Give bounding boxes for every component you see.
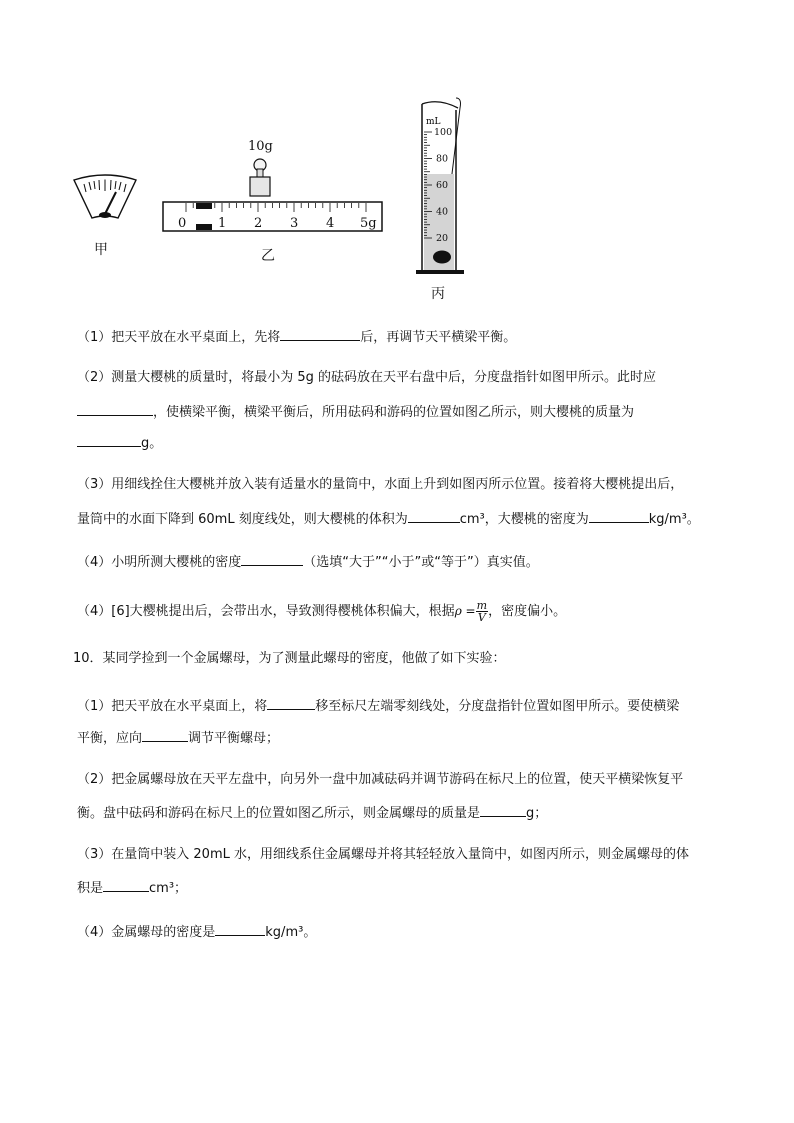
answer-blank[interactable] xyxy=(267,695,315,710)
ruler-tick-label: 5g xyxy=(360,216,377,231)
q9-part3-line1: （3）用细线拴住大樱桃并放入装有适量水的量筒中，水面上升到如图丙所示位置。接着将大樱桃提出后， xyxy=(77,477,684,492)
cylinder-tick-label: 60 xyxy=(436,180,449,191)
weight-icon xyxy=(248,158,272,198)
q10-part3-line2: 积是 cm³； xyxy=(77,877,187,898)
q9-part2-line3: g。 xyxy=(77,432,162,453)
figure-bing-label: 丙 xyxy=(431,286,445,302)
q9-part3-line2: 量筒中的水面下降到 60mL 刻度线处，则大樱桃的体积为 cm³，大樱桃的密度为 kg/m³。 xyxy=(77,508,700,529)
q9-part4: （4）小明所测大樱桃的密度 （选填“大于”“小于”或“等于”）真实值。 xyxy=(77,551,539,572)
answer-blank[interactable] xyxy=(241,551,303,566)
ruler-tick-label: 3 xyxy=(290,216,299,231)
balance-dial-figure xyxy=(70,172,140,224)
answer-blank[interactable] xyxy=(77,432,141,447)
cylinder-tick-label: 20 xyxy=(436,233,449,244)
q9-solution-note: （4）[6]大樱桃提出后，会带出水，导致测得樱桃体积偏大，根据ρ = $\frac{m}{V}$ ，密度偏小。 xyxy=(77,599,567,624)
answer-blank[interactable] xyxy=(480,802,526,817)
graduated-cylinder-figure xyxy=(412,96,468,276)
answer-blank[interactable] xyxy=(77,401,153,416)
q10-part4: （4）金属螺母的密度是 kg/m³。 xyxy=(77,921,316,942)
q9-part2-line2: ，使横梁平衡，横梁平衡后，所用砝码和游码的位置如图乙所示，则大樱桃的质量为 xyxy=(77,401,634,422)
ruler-tick-label: 1 xyxy=(218,216,227,231)
q10-part1-line2: 平衡，应向 调节平衡螺母； xyxy=(77,727,279,748)
answer-blank[interactable] xyxy=(215,921,265,936)
q10-part2-line2: 衡。盘中砝码和游码在标尺上的位置如图乙所示，则金属螺母的质量是 g； xyxy=(77,802,547,823)
answer-blank[interactable] xyxy=(103,877,149,892)
answer-blank[interactable] xyxy=(280,326,360,341)
cylinder-tick-label: 80 xyxy=(436,153,449,165)
q10-part2-line1: （2）把金属螺母放在天平左盘中，向另外一盘中加减砝码并调节游码在标尺上的位置，使天平横梁恢复平 xyxy=(77,772,684,787)
q10-part3-line1: （3）在量筒中装入 20mL 水，用细线系住金属螺母并将其轻轻放入量筒中，如图丙所示，则金属螺母的体 xyxy=(77,847,689,862)
q10-part1-line1: （1）把天平放在水平桌面上，将 移至标尺左端零刻线处，分度盘指针位置如图甲所示。要使横梁 xyxy=(77,695,679,716)
density-formula: ρ = $\frac{m}{V}$ xyxy=(454,599,488,624)
figure-yi-label: 乙 xyxy=(261,248,275,264)
figure-jia-label: 甲 xyxy=(94,242,108,258)
cylinder-tick-label: 100 xyxy=(434,127,453,138)
weight-label: 10g xyxy=(248,139,273,154)
answer-blank[interactable] xyxy=(142,727,188,742)
answer-blank[interactable] xyxy=(589,508,649,523)
ruler-figure xyxy=(162,201,384,233)
q9-part2-line1: （2）测量大樱桃的质量时，将最小为 5g 的砝码放在天平右盘中后，分度盘指针如图甲所示。此时应 xyxy=(77,370,657,385)
answer-blank[interactable] xyxy=(408,508,460,523)
ruler-tick-label: 4 xyxy=(326,216,335,231)
cylinder-tick-label: 40 xyxy=(436,206,449,218)
ruler-tick-label: 0 xyxy=(178,216,187,231)
q9-part1: （1）把天平放在水平桌面上，先将 后，再调节天平横梁平衡。 xyxy=(77,326,516,347)
cylinder-unit: mL xyxy=(426,117,441,127)
q10-title: 10．某同学捡到一个金属螺母，为了测量此螺母的密度，他做了如下实验： xyxy=(73,651,506,666)
ruler-tick-label: 2 xyxy=(254,216,263,231)
